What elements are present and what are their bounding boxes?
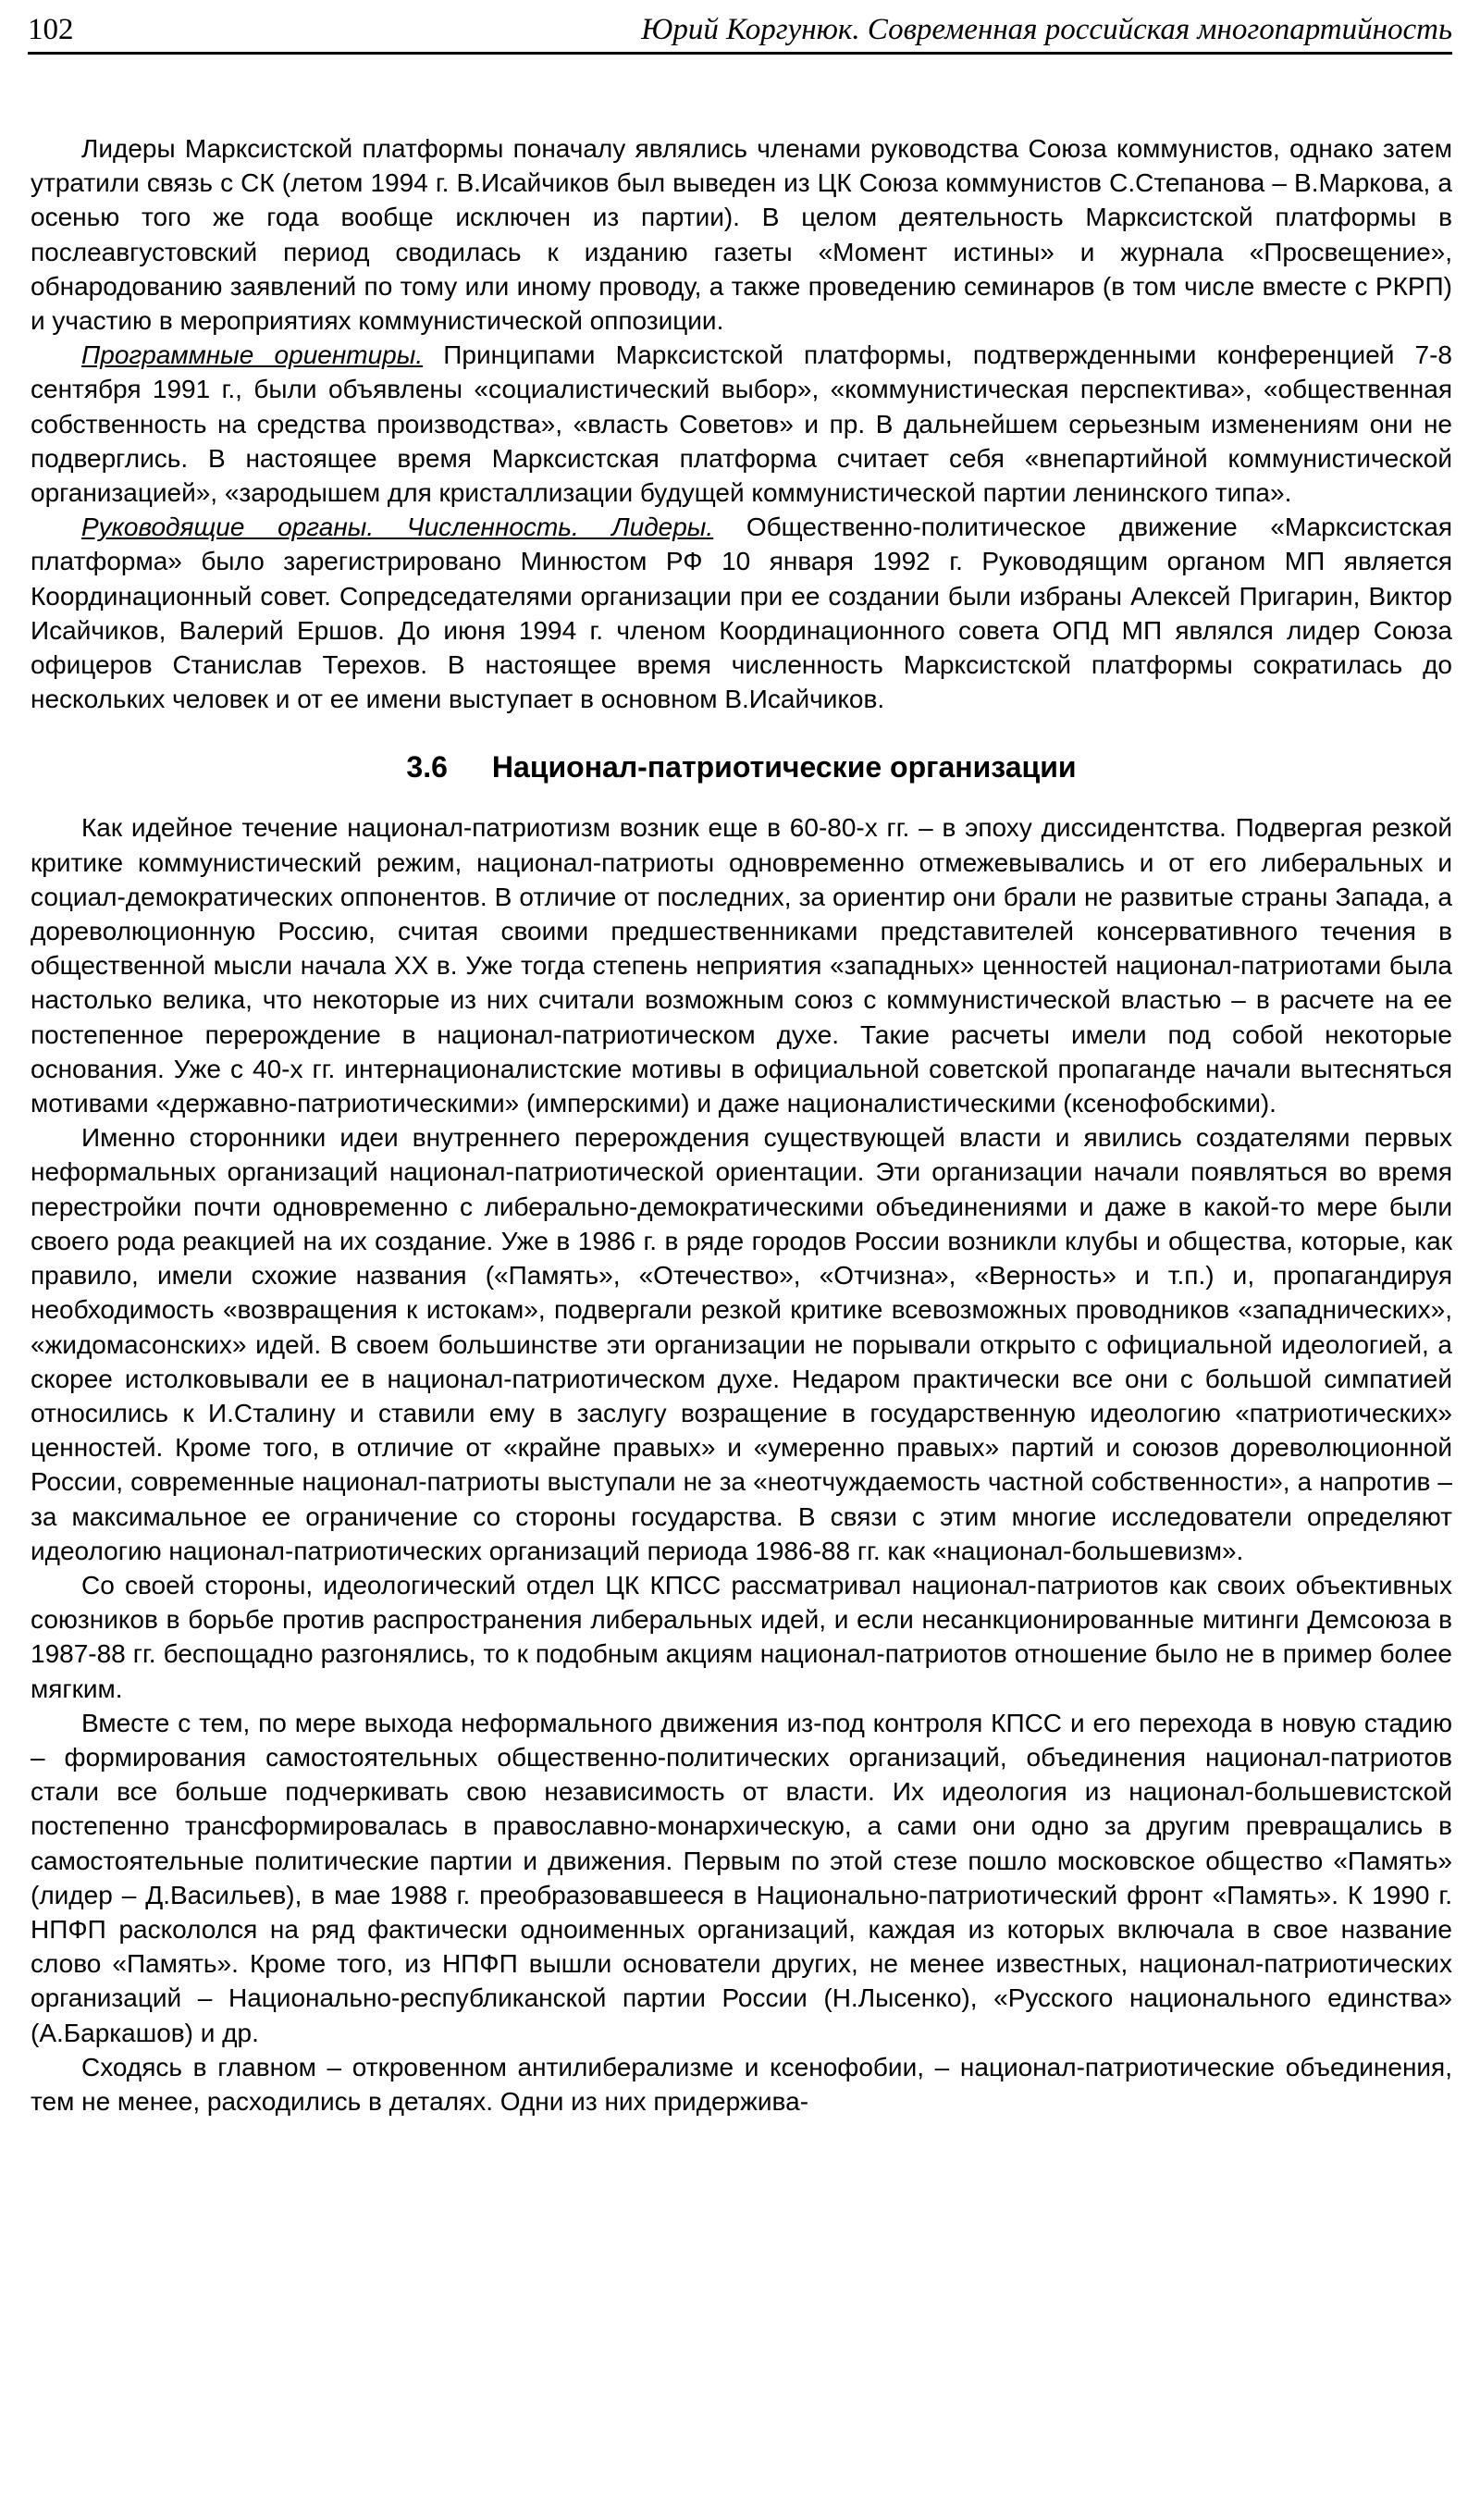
running-title: Юрий Коргунюк. Современная российская многопартийность [641, 13, 1452, 46]
paragraph [31, 338, 1452, 510]
paragraph [31, 1120, 1452, 1568]
paragraph-text: Общественно-политическое движение «Марксистская платформа» было зарегистрировано Минюстом РФ 10 января 1992 г. Руководящим органом МП является Координационный совет. Сопредседателями организации при ее создании были избраны Алексей Пригарин, Виктор Исайчиков, Валерий Ершов. До июня 1994 г. членом Координационного совета ОПД МП являлся лидер Союза офицеров Станислав Терехов. В настоящее время численность Марксистской платформы сократилась до нескольких человек и от ее имени выступает в основном В.Исайчиков. [31, 513, 1452, 714]
paragraph-text: Как идейное течение национал-патриотизм возник еще в 60-80-х гг. – в эпоху диссидентства. Подвергая резкой критике коммунистический режим, национал-патриоты одновременно отмежевывались и от его либеральных и социал-демократических оппонентов. В отличие от последних, за ориентир они брали не развитые страны Запада, а дореволюционную Россию, считая своими предшественниками представителей консервативного течения в общественной мысли начала XX в. Уже тогда степень неприятия «западных» ценностей национал-патриотами была настолько велика, что некоторые из них считали возможным союз с коммунистической властью – в расчете на ее постепенное перерождение в национал-патриотическом духе. Такие расчеты имели под собой некоторые основания. Уже с 40-х гг. интернационалистские мотивы в официальной советской пропаганде начали вытесняться мотивами «державно-патриотическими» (имперскими) и даже националистическими (ксенофобскими). [31, 813, 1452, 1118]
section-number: 3.6 [406, 750, 448, 784]
page-header [28, 9, 1452, 55]
page-number: 102 [28, 13, 74, 46]
paragraph [31, 131, 1452, 338]
paragraph [31, 510, 1452, 716]
paragraph-lead: Руководящие органы. Численность. Лидеры. [81, 513, 714, 542]
paragraph-lead: Программные ориентиры. [81, 340, 424, 370]
paragraph [31, 1706, 1452, 2050]
paragraph [31, 810, 1452, 1120]
paragraph-text: Принципами Марксистской платформы, подтвержденными конференцией 7-8 сентября 1991 г., были объявлены «социалистический выбор», «коммунистическая перспектива», «общественная собственность на средства производства», «власть Советов» и пр. В дальнейшем серьезным изменениям они не подверглись. В настоящее время Марксистская платформа считает себя «внепартийной коммунистической организацией», «зародышем для кристаллизации будущей коммунистической партии ленинского типа». [31, 340, 1452, 508]
paragraph-text: Именно сторонники идеи внутреннего перерождения существующей власти и явились создателями первых неформальных организаций национал-патриотической ориентации. Эти организации начали появляться во время перестройки почти одновременно с либерально-демократическими объединениями и даже в какой-то мере были своего рода реакцией на их создание. Уже в 1986 г. в ряде городов России возникли клубы и общества, которые, как правило, имели схожие названия («Память», «Отечество», «Отчизна», «Верность» и т.п.) и, пропагандируя необходимость «возвращения к истокам», подвергали резкой критике всевозможных проводников «западнических», «жидомасонских» идей. В своем большинстве эти организации не порывали открыто с официальной идеологией, а скорее истолковывали ее в национал-патриотическом духе. Недаром практически все они с большой симпатией относились к И.Сталину и ставили ему в заслугу возращение в государственную идеологию «патриотических» ценностей. Кроме того, в отличие от «крайне правых» и «умеренно правых» партий и союзов дореволюционной России, современные национал-патриоты выступали не за «неотчуждаемость частной собственности», а напротив – за максимальное ее ограничение со стороны государства. В связи с этим многие исследователи определяют идеологию национал-патриотических организаций периода 1986-88 гг. как «национал-большевизм». [31, 1123, 1452, 1565]
section-title: Национал-патриотические организации [491, 750, 1077, 784]
paragraph-text: Лидеры Марксистской платформы поначалу являлись членами руководства Союза коммунистов, однако затем утратили связь с СК (летом 1994 г. В.Исайчиков был выведен из ЦК Союза коммунистов С.Степанова – В.Маркова, а осенью того же года вообще исключен из партии). В целом деятельность Марксистской платформы в послеавгустовский период сводилась к изданию газеты «Момент истины» и журнала «Просвещение», обнародованию заявлений по тому или иному проводу, а также проведению семинаров (в том числе вместе с РКРП) и участию в мероприятиях коммунистической оппозиции. [31, 134, 1452, 336]
paragraph [31, 2050, 1452, 2119]
body-text [31, 131, 1452, 2119]
paragraph-text: Сходясь в главном – откровенном антилиберализме и ксенофобии, – национал-патриотические объединения, тем не менее, расходились в деталях. Одни из них придержива- [31, 2052, 1452, 2116]
paragraph-text: Вместе с тем, по мере выхода неформального движения из-под контроля КПСС и его перехода в новую стадию – формирования самостоятельных общественно-политических организаций, объединения национал-патриотов стали все больше подчеркивать свою независимость от власти. Их идеология из национал-большевистской постепенно трансформировалась в православно-монархическую, а сами они одно за другим превращались в самостоятельные политические партии и движения. Первым по этой стезе пошло московское общество «Память» (лидер – Д.Васильев), в мае 1988 г. преобразовавшееся в Национально-патриотический фронт «Память». К 1990 г. НПФП раскололся на ряд фактически одноименных организаций, каждая из которых включала в свое название слово «Память». Кроме того, из НПФП вышли основатели других, не менее известных, национал-патриотических организаций – Национально-республиканской партии России (Н.Лысенко), «Русского национального единства» (А.Баркашов) и др. [31, 1708, 1452, 2047]
section-heading [31, 748, 1452, 785]
paragraph [31, 1568, 1452, 1706]
paragraph-text: Со своей стороны, идеологический отдел ЦК КПСС рассматривал национал-патриотов как своих объективных союзников в борьбе против распространения либеральных идей, и если несанкционированные митинги Демсоюза в 1987-88 гг. беспощадно разгонялись, то к подобным акциям национал-патриотов отношение было не в пример более мягким. [31, 1570, 1452, 1703]
